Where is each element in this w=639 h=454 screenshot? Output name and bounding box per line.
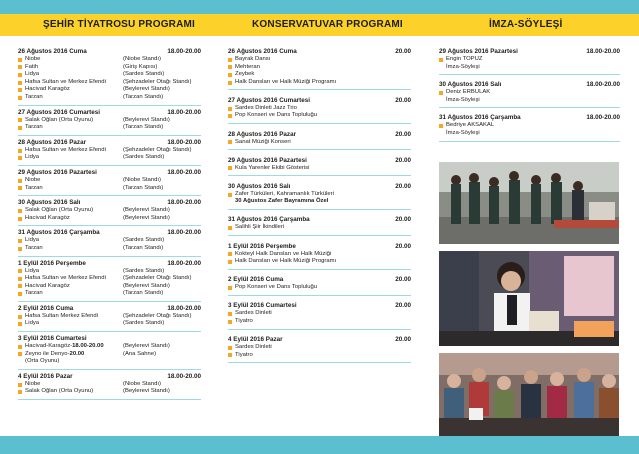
item-location: (Şehzadeler Otağı Standı) xyxy=(123,146,192,153)
item-location: (Niobe Standı) xyxy=(123,56,161,62)
program-item xyxy=(18,388,201,396)
program-item xyxy=(18,351,201,359)
entry-time: 18.00-20.00 xyxy=(167,259,201,267)
program-item xyxy=(18,56,201,64)
item-name: Pop Konseri ve Dans Topluluğu xyxy=(235,284,318,291)
schedule-entry xyxy=(439,81,620,108)
item-name: Niobe xyxy=(25,380,41,387)
entry-date: 31 Ağustos 2016 Çarşamba xyxy=(439,114,521,122)
entry-date: 2 Eylül 2016 Cuma xyxy=(228,276,284,284)
program-item xyxy=(228,105,411,113)
date-row xyxy=(439,114,620,122)
program-item xyxy=(228,251,411,259)
schedule-entry xyxy=(228,131,411,151)
entry-time: 18.00-20.00 xyxy=(167,48,201,55)
entry-time: 18.00-20.00 xyxy=(586,81,620,89)
item-location: (Beylerevi Standı) xyxy=(123,388,170,395)
students-at-table-photo xyxy=(439,162,619,244)
entry-date: 31 Ağustos 2016 Çarşamba xyxy=(228,216,310,224)
bullet-icon xyxy=(18,58,22,62)
item-location: (Beylerevi Standı) xyxy=(123,282,170,289)
bullet-icon xyxy=(18,247,22,251)
item-name: Engin TOPUZ xyxy=(446,56,483,62)
item-name: Zeybek xyxy=(235,71,255,78)
entry-date: 1 Eylül 2016 Perşembe xyxy=(18,259,86,267)
date-row xyxy=(228,302,411,310)
item-location: (Niobe Standı) xyxy=(123,380,161,387)
schedule-entry xyxy=(18,260,201,302)
bullet-icon xyxy=(228,320,232,324)
item-name: İmza-Söyleşi xyxy=(446,129,480,136)
date-row xyxy=(18,373,201,381)
program-item xyxy=(18,124,201,132)
entry-time: 18.00-20.00 xyxy=(586,114,620,122)
program-item xyxy=(18,215,201,223)
dash-separator: - xyxy=(67,350,70,357)
item-location: (Tarzan Standı) xyxy=(123,124,164,131)
entry-date: 2 Eylül 2016 Cuma xyxy=(18,304,74,312)
program-item xyxy=(18,268,201,276)
entry-time: 20.00 xyxy=(395,216,411,224)
program-page xyxy=(0,14,639,436)
schedule-entry xyxy=(18,169,201,196)
indent-spacer xyxy=(228,198,232,206)
bullet-icon xyxy=(228,346,232,350)
entry-time: 20.00 xyxy=(395,130,411,138)
entry-time: 18.00-20.00 xyxy=(167,138,201,146)
entry-time: 20.00 xyxy=(395,182,411,190)
item-location: (Şehzadeler Otağı Standı) xyxy=(123,78,192,85)
entry-date: 4 Eylül 2016 Pazar xyxy=(18,372,73,380)
item-name: Tiyatro xyxy=(235,351,253,358)
item-name: Lidya xyxy=(25,267,40,274)
program-item xyxy=(18,94,201,102)
entry-date: 26 Ağustos 2016 Cuma xyxy=(18,48,87,55)
date-row xyxy=(228,157,411,165)
item-name: Salihli Şiir İkindileri xyxy=(235,224,285,231)
bullet-icon xyxy=(18,284,22,288)
indent-spacer xyxy=(439,64,443,72)
item-name: Sardes Dinleti Jazz Trio xyxy=(235,104,297,111)
program-item xyxy=(228,284,411,292)
konservatuvar-heading: KONSERVATUVAR PROGRAMI xyxy=(252,19,403,30)
dash-separator: - xyxy=(70,343,73,350)
item-location: (Ana Sahne) xyxy=(123,350,157,357)
bullet-icon xyxy=(18,383,22,387)
indent-spacer xyxy=(439,130,443,138)
program-item xyxy=(228,352,411,360)
item-name: Hacivad-Karagöz xyxy=(25,343,71,350)
item-name: Salak Oğlan (Orta Oyunu) xyxy=(25,116,94,123)
entry-time: 20.00 xyxy=(395,302,411,310)
bullet-icon xyxy=(228,140,232,144)
item-location: (Şehzadeler Otağı Standı) xyxy=(123,275,192,282)
bullet-icon xyxy=(439,124,443,128)
top-accent-bar xyxy=(0,0,639,14)
item-name: Hafsa Sultan Merkez Efendi xyxy=(25,312,99,319)
program-item xyxy=(18,207,201,215)
bullet-icon xyxy=(18,315,22,319)
schedule-entry xyxy=(18,305,201,332)
item-name: Tarzan xyxy=(25,93,43,100)
bullet-icon xyxy=(18,149,22,153)
item-name: Tiyatro xyxy=(235,317,253,324)
entry-date: 30 Ağustos 2016 Salı xyxy=(439,81,502,89)
program-item xyxy=(18,343,201,351)
schedule-entry xyxy=(18,199,201,226)
item-location: (Giriş Kapısı) xyxy=(123,63,158,70)
bullet-icon xyxy=(228,260,232,264)
program-item xyxy=(228,165,411,173)
item-location: (Tarzan Standı) xyxy=(123,184,164,191)
program-item xyxy=(228,71,411,79)
entry-date: 29 Ağustos 2016 Pazartesi xyxy=(18,168,97,176)
bullet-icon xyxy=(18,186,22,190)
entry-date: 4 Eylül 2016 Pazar xyxy=(228,336,283,343)
schedule-entry xyxy=(228,276,411,296)
tiyatro-column xyxy=(18,48,201,403)
item-location: (Beylerevi Standı) xyxy=(123,343,170,350)
bullet-icon xyxy=(18,88,22,92)
bullet-icon xyxy=(18,65,22,69)
audience-crowd-photo xyxy=(439,353,619,445)
bullet-icon xyxy=(18,179,22,183)
item-name: Halk Dansları ve Halk Müziği Programı xyxy=(235,78,337,85)
bullet-icon xyxy=(228,73,232,77)
item-location: (Beylerevi Standı) xyxy=(123,86,170,93)
program-item xyxy=(18,117,201,125)
entry-time: 20.00 xyxy=(395,96,411,104)
item-name: Zeyno ile Denyo xyxy=(25,350,68,357)
item-name: Hafsa Sultan ve Merkez Efendi xyxy=(25,146,106,153)
bullet-icon xyxy=(228,81,232,85)
program-item xyxy=(18,283,201,291)
item-name: Salak Oğlan (Orta Oyunu) xyxy=(25,207,94,214)
item-name: Fatih xyxy=(25,63,39,70)
schedule-entry xyxy=(439,114,620,141)
program-item xyxy=(18,185,201,193)
bullet-icon xyxy=(228,114,232,118)
entry-date: 29 Ağustos 2016 Pazartesi xyxy=(439,48,518,55)
item-name: Tarzan xyxy=(25,244,43,251)
program-item xyxy=(228,224,411,232)
item-name: Niobe xyxy=(25,56,41,62)
item-location: (Sardes Standı) xyxy=(123,267,165,274)
item-location: (Tarzan Standı) xyxy=(123,290,164,297)
program-item xyxy=(18,86,201,94)
schedule-entry xyxy=(228,183,411,210)
bullet-icon xyxy=(439,91,443,95)
date-row xyxy=(18,229,201,237)
bullet-icon xyxy=(18,352,22,356)
entry-date: 30 Ağustos 2016 Salı xyxy=(18,199,81,207)
entry-date: 31 Ağustos 2016 Çarşamba xyxy=(18,229,100,237)
program-item xyxy=(439,130,620,138)
item-name: Halk Dansları ve Halk Müziği Programı xyxy=(235,258,337,265)
entry-time: 20.00 xyxy=(395,156,411,164)
bullet-icon xyxy=(18,156,22,160)
entry-time: 18.00-20.00 xyxy=(167,372,201,380)
konservatuvar-column xyxy=(228,48,411,370)
entry-date: 26 Ağustos 2016 Cuma xyxy=(228,48,297,55)
item-name: Tarzan xyxy=(25,124,43,131)
entry-date: 28 Ağustos 2016 Pazar xyxy=(228,130,297,138)
program-item xyxy=(18,64,201,72)
program-item xyxy=(439,122,620,130)
item-name: Lidya xyxy=(25,154,40,161)
entry-date: 3 Eylül 2016 Cumartesi xyxy=(18,335,87,343)
item-name: Tarzan xyxy=(25,290,43,297)
date-row xyxy=(228,183,411,191)
date-row xyxy=(228,243,411,251)
bullet-icon xyxy=(228,65,232,69)
entry-time: 18.00-20.00 xyxy=(167,108,201,116)
schedule-entry xyxy=(228,48,411,90)
program-item xyxy=(18,245,201,253)
bullet-icon xyxy=(228,252,232,256)
schedule-entry xyxy=(18,229,201,256)
schedule-entry xyxy=(18,335,201,370)
entry-time: 18.00-20.00 xyxy=(167,199,201,207)
program-item xyxy=(228,258,411,266)
item-location: (Tarzan Standı) xyxy=(123,244,164,251)
item-location: (Sardes Standı) xyxy=(123,320,165,327)
entry-date: 27 Ağustos 2016 Cumartesi xyxy=(228,96,311,104)
bullet-icon xyxy=(228,58,232,62)
entry-time: 18.00-20.00 xyxy=(167,168,201,176)
tiyatro-heading: ŞEHİR TİYATROSU PROGRAMI xyxy=(43,19,196,30)
schedule-entry xyxy=(18,139,201,166)
schedule-entry xyxy=(228,157,411,177)
date-row xyxy=(18,109,201,117)
program-item xyxy=(18,147,201,155)
program-item xyxy=(228,64,411,72)
program-item xyxy=(18,177,201,185)
bullet-icon xyxy=(228,353,232,357)
item-name: Sardes Dinleti xyxy=(235,344,272,350)
schedule-entry xyxy=(228,302,411,329)
bullet-icon xyxy=(18,209,22,213)
program-item xyxy=(18,358,201,366)
entry-date: 1 Eylül 2016 Perşembe xyxy=(228,242,296,250)
program-item xyxy=(18,79,201,87)
date-row xyxy=(18,305,201,313)
schedule-entry xyxy=(228,216,411,236)
entry-date: 28 Ağustos 2016 Pazar xyxy=(18,138,87,146)
program-item xyxy=(439,56,620,64)
entry-time: 18.00-20.00 xyxy=(586,48,620,55)
item-name: Deniz ERBULAK xyxy=(446,89,491,96)
entry-date: 29 Ağustos 2016 Pazartesi xyxy=(228,156,307,164)
bullet-icon xyxy=(18,292,22,296)
column-header-bar xyxy=(0,14,639,36)
date-row xyxy=(18,169,201,177)
item-name: Kula Yarenler Ekibi Gösterisi xyxy=(235,164,310,171)
entry-time: 20.00 xyxy=(395,276,411,284)
program-item xyxy=(228,56,411,64)
item-name: Sanat Müziği Konseri xyxy=(235,138,291,145)
schedule-entry xyxy=(228,336,411,363)
date-row xyxy=(18,48,201,56)
entry-time: 18.00-20.00 xyxy=(167,304,201,312)
program-item xyxy=(228,79,411,87)
program-item xyxy=(228,310,411,318)
item-name: Hacivad Karagöz xyxy=(25,214,70,221)
bullet-icon xyxy=(18,73,22,77)
date-row xyxy=(18,199,201,207)
entry-time: 20.00 xyxy=(395,48,411,55)
item-location: (Beylerevi Standı) xyxy=(123,207,170,214)
item-name: Bayrak Dansı xyxy=(235,56,271,62)
bullet-icon xyxy=(18,277,22,281)
entry-date: 30 Ağustos 2016 Salı xyxy=(228,182,291,190)
bullet-icon xyxy=(18,322,22,326)
bullet-icon xyxy=(18,217,22,221)
program-item xyxy=(228,344,411,352)
imza-heading: İMZA-SÖYLEŞİ xyxy=(489,19,563,30)
date-row xyxy=(228,276,411,284)
entry-time: 20.00 xyxy=(395,336,411,343)
date-row xyxy=(228,97,411,105)
item-location: (Tarzan Standı) xyxy=(123,93,164,100)
bullet-icon xyxy=(18,239,22,243)
program-item xyxy=(18,381,201,389)
schedule-entry xyxy=(18,109,201,136)
entry-date: 3 Eylül 2016 Cumartesi xyxy=(228,302,297,310)
item-name: Sardes Dinleti xyxy=(235,310,272,317)
item-location: (Şehzadeler Otağı Standı) xyxy=(123,312,192,319)
imza-column xyxy=(439,48,620,148)
date-row xyxy=(439,81,620,89)
indent-spacer xyxy=(439,97,443,105)
program-item xyxy=(228,139,411,147)
bullet-icon xyxy=(228,312,232,316)
bullet-icon xyxy=(18,96,22,100)
program-item xyxy=(18,154,201,162)
date-row xyxy=(228,131,411,139)
item-location: (Beylerevi Standı) xyxy=(123,116,170,123)
item-location: (Niobe Standı) xyxy=(123,176,161,183)
item-location: (Sardes Standı) xyxy=(123,237,165,244)
program-item xyxy=(439,97,620,105)
program-item xyxy=(18,313,201,321)
date-row xyxy=(228,48,411,56)
entry-time: 18.00-20.00 xyxy=(167,229,201,237)
bullet-icon xyxy=(18,81,22,85)
bullet-icon xyxy=(18,269,22,273)
item-location: (Sardes Standı) xyxy=(123,71,165,78)
bullet-icon xyxy=(228,166,232,170)
item-location: (Beylerevi Standı) xyxy=(123,214,170,221)
schedule-entry xyxy=(228,243,411,270)
program-item xyxy=(18,275,201,283)
bullet-icon xyxy=(18,118,22,122)
item-name: Niobe xyxy=(25,176,41,183)
bullet-icon xyxy=(228,107,232,111)
program-item xyxy=(439,89,620,97)
bullet-icon xyxy=(439,58,443,62)
bullet-icon xyxy=(18,390,22,394)
item-name: İmza-Söyleşi xyxy=(446,96,480,103)
schedule-entry xyxy=(439,48,620,75)
bullet-icon xyxy=(18,345,22,349)
item-name: Salak Oğlan (Orta Oyunu) xyxy=(25,388,94,395)
item-name: (Orta Oyunu) xyxy=(25,358,60,365)
program-item xyxy=(228,318,411,326)
schedule-entry xyxy=(228,97,411,124)
item-name: 30 Ağustos Zafer Bayramına Özel xyxy=(235,198,329,205)
item-location: (Sardes Standı) xyxy=(123,154,165,161)
item-name: Hacivad Karagöz xyxy=(25,282,70,289)
program-item xyxy=(18,237,201,245)
entry-date: 27 Ağustos 2016 Cumartesi xyxy=(18,108,101,116)
item-name: Bedriye AKSAKAL xyxy=(446,122,495,129)
bullet-icon xyxy=(228,286,232,290)
bullet-icon xyxy=(18,126,22,130)
program-item xyxy=(439,64,620,72)
date-row xyxy=(18,139,201,147)
program-item xyxy=(228,198,411,206)
item-name: Lidya xyxy=(25,71,40,78)
bullet-icon xyxy=(228,226,232,230)
program-item xyxy=(18,290,201,298)
item-name: Pop Konseri ve Dans Topluluğu xyxy=(235,112,318,119)
item-name: İmza-Söyleşi xyxy=(446,63,480,70)
item-name: Tarzan xyxy=(25,184,43,191)
entry-time: 20.00 xyxy=(395,242,411,250)
author-signing-books-photo xyxy=(439,251,619,346)
item-time: 20.00 xyxy=(69,350,85,357)
item-name: Lidya xyxy=(25,237,40,244)
date-row xyxy=(18,260,201,268)
item-name: Hacivad Karagöz xyxy=(25,86,70,93)
date-row xyxy=(18,335,201,343)
date-row xyxy=(228,336,411,344)
program-item xyxy=(18,71,201,79)
bullet-icon xyxy=(228,193,232,197)
item-time: 18.00-20.00 xyxy=(72,343,104,350)
program-item xyxy=(228,112,411,120)
item-name: Hafsa Sultan ve Merkez Efendi xyxy=(25,275,106,282)
schedule-entry xyxy=(18,373,201,400)
bottom-accent-bar xyxy=(0,436,639,454)
program-item xyxy=(18,320,201,328)
schedule-entry xyxy=(18,48,201,106)
item-name: Zafer Türküleri, Kahramanlık Türküleri xyxy=(235,190,334,197)
item-name: Lidya xyxy=(25,320,40,327)
item-name: Mehteran xyxy=(235,63,260,70)
date-row xyxy=(439,48,620,56)
item-name: Kokteyl Halk Dansları ve Halk Müziği xyxy=(235,250,332,257)
indent-spacer xyxy=(18,358,22,366)
item-name: Hafsa Sultan ve Merkez Efendi xyxy=(25,78,106,85)
